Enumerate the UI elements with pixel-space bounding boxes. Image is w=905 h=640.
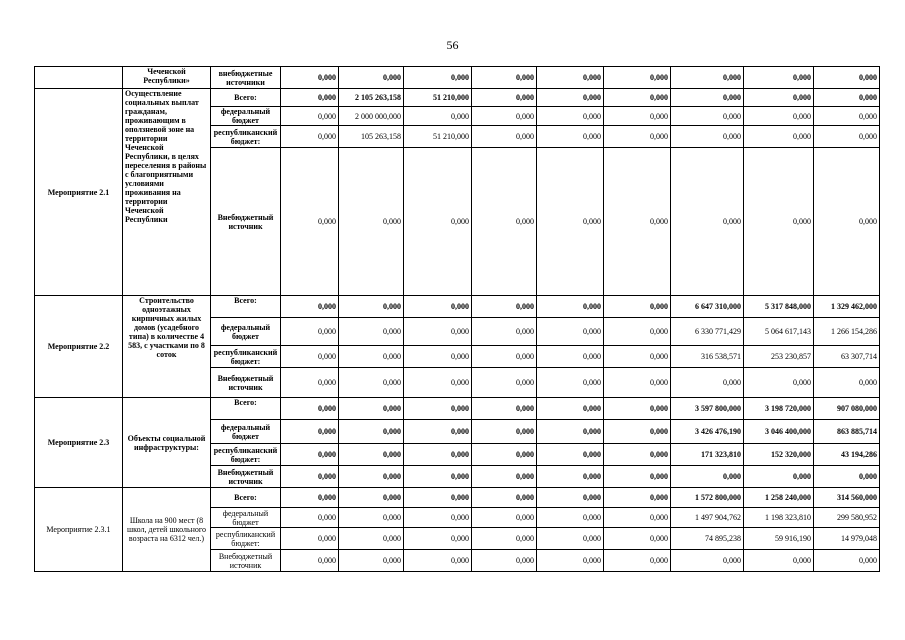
value-cell: 0,000 — [537, 89, 604, 107]
source-cell: Внебюджетный источник — [211, 466, 281, 488]
value-cell: 0,000 — [744, 126, 814, 148]
value-cell: 0,000 — [472, 444, 537, 466]
value-cell: 152 320,000 — [744, 444, 814, 466]
value-cell: 0,000 — [472, 398, 537, 420]
value-cell: 0,000 — [604, 420, 671, 444]
value-cell: 0,000 — [281, 466, 339, 488]
value-cell: 0,000 — [281, 444, 339, 466]
source-cell: республиканский бюджет: — [211, 126, 281, 148]
value-cell: 0,000 — [404, 296, 472, 318]
table-row — [35, 67, 880, 89]
value-cell: 907 080,000 — [814, 398, 880, 420]
description-cell: Чеченской Республики» — [123, 67, 211, 89]
value-cell: 0,000 — [537, 508, 604, 528]
value-cell: 0,000 — [604, 296, 671, 318]
value-cell: 0,000 — [339, 318, 404, 346]
value-cell: 0,000 — [537, 420, 604, 444]
value-cell: 63 307,714 — [814, 346, 880, 368]
value-cell: 0,000 — [339, 346, 404, 368]
value-cell: 0,000 — [604, 318, 671, 346]
value-cell: 0,000 — [339, 444, 404, 466]
value-cell: 0,000 — [537, 550, 604, 572]
value-cell: 3 597 800,000 — [671, 398, 744, 420]
value-cell: 0,000 — [339, 550, 404, 572]
value-cell: 0,000 — [404, 67, 472, 89]
source-cell: Всего: — [211, 488, 281, 508]
value-cell: 0,000 — [281, 508, 339, 528]
source-cell: Внебюджетный источник — [211, 368, 281, 398]
value-cell: 0,000 — [404, 488, 472, 508]
value-cell: 0,000 — [472, 466, 537, 488]
value-cell: 0,000 — [404, 107, 472, 126]
value-cell: 0,000 — [671, 368, 744, 398]
value-cell: 253 230,857 — [744, 346, 814, 368]
page-number: 56 — [446, 38, 459, 52]
value-cell: 0,000 — [604, 148, 671, 296]
value-cell: 0,000 — [671, 148, 744, 296]
value-cell: 0,000 — [537, 466, 604, 488]
value-cell: 1 258 240,000 — [744, 488, 814, 508]
value-cell: 0,000 — [472, 89, 537, 107]
value-cell: 0,000 — [339, 488, 404, 508]
value-cell: 171 323,810 — [671, 444, 744, 466]
value-cell: 0,000 — [537, 148, 604, 296]
value-cell: 0,000 — [339, 148, 404, 296]
value-cell: 0,000 — [604, 368, 671, 398]
description-cell: Объекты социальной инфраструктуры: — [123, 398, 211, 488]
value-cell: 0,000 — [537, 296, 604, 318]
value-cell: 0,000 — [814, 89, 880, 107]
event-cell: Мероприятие 2.3 — [35, 398, 123, 488]
value-cell: 2 000 000,000 — [339, 107, 404, 126]
value-cell: 0,000 — [339, 528, 404, 550]
source-cell: внебюджетные источники — [211, 67, 281, 89]
value-cell: 0,000 — [339, 466, 404, 488]
value-cell: 5 317 848,000 — [744, 296, 814, 318]
description-cell: Строительство одноэтажных кирпичных жилых домов (усадебного типа) в количестве 4 583, с участками по 8 соток — [123, 296, 211, 398]
source-cell: Всего: — [211, 89, 281, 107]
value-cell: 0,000 — [814, 466, 880, 488]
value-cell: 6 330 771,429 — [671, 318, 744, 346]
value-cell: 59 916,190 — [744, 528, 814, 550]
value-cell: 43 194,286 — [814, 444, 880, 466]
value-cell: 0,000 — [604, 528, 671, 550]
value-cell: 0,000 — [472, 420, 537, 444]
value-cell: 0,000 — [472, 488, 537, 508]
value-cell: 0,000 — [404, 466, 472, 488]
budget-table — [34, 66, 880, 572]
description-cell: Осуществление социальных выплат гражданам, проживающим в оползневой зоне на территории Чеченской Республики, в целях переселения в районы с благоприятными условиями проживания на территории Чеченской Республики — [123, 89, 211, 296]
value-cell: 316 538,571 — [671, 346, 744, 368]
value-cell: 0,000 — [744, 148, 814, 296]
value-cell: 0,000 — [472, 508, 537, 528]
value-cell: 0,000 — [744, 89, 814, 107]
value-cell: 0,000 — [339, 296, 404, 318]
value-cell: 0,000 — [604, 466, 671, 488]
event-cell: Мероприятие 2.3.1 — [35, 488, 123, 572]
value-cell: 863 885,714 — [814, 420, 880, 444]
value-cell: 0,000 — [472, 550, 537, 572]
value-cell: 0,000 — [281, 67, 339, 89]
value-cell: 0,000 — [281, 318, 339, 346]
value-cell: 0,000 — [671, 107, 744, 126]
value-cell: 0,000 — [404, 318, 472, 346]
value-cell: 0,000 — [281, 296, 339, 318]
value-cell: 0,000 — [404, 398, 472, 420]
source-cell: федеральный бюджет — [211, 508, 281, 528]
value-cell: 0,000 — [472, 296, 537, 318]
value-cell: 1 266 154,286 — [814, 318, 880, 346]
value-cell: 0,000 — [281, 368, 339, 398]
value-cell: 105 263,158 — [339, 126, 404, 148]
value-cell: 3 046 400,000 — [744, 420, 814, 444]
value-cell: 0,000 — [472, 107, 537, 126]
table-row — [35, 398, 880, 420]
value-cell: 0,000 — [281, 420, 339, 444]
value-cell: 0,000 — [281, 528, 339, 550]
value-cell: 0,000 — [604, 107, 671, 126]
value-cell: 1 572 800,000 — [671, 488, 744, 508]
value-cell: 0,000 — [604, 550, 671, 572]
value-cell: 51 210,000 — [404, 126, 472, 148]
value-cell: 0,000 — [537, 528, 604, 550]
value-cell: 5 064 617,143 — [744, 318, 814, 346]
value-cell: 2 105 263,158 — [339, 89, 404, 107]
source-cell: федеральный бюджет — [211, 420, 281, 444]
value-cell: 0,000 — [814, 107, 880, 126]
value-cell: 299 580,952 — [814, 508, 880, 528]
value-cell: 1 198 323,810 — [744, 508, 814, 528]
value-cell: 0,000 — [744, 466, 814, 488]
value-cell: 6 647 310,000 — [671, 296, 744, 318]
table-row — [35, 296, 880, 318]
source-cell: республиканский бюджет: — [211, 346, 281, 368]
event-cell-empty — [35, 67, 123, 89]
value-cell: 0,000 — [814, 126, 880, 148]
value-cell: 0,000 — [404, 368, 472, 398]
value-cell: 0,000 — [671, 126, 744, 148]
value-cell: 0,000 — [404, 444, 472, 466]
event-cell: Мероприятие 2.2 — [35, 296, 123, 398]
value-cell: 0,000 — [744, 67, 814, 89]
value-cell: 0,000 — [281, 488, 339, 508]
value-cell: 3 426 476,190 — [671, 420, 744, 444]
value-cell: 0,000 — [604, 488, 671, 508]
value-cell: 0,000 — [537, 126, 604, 148]
source-cell: Всего: — [211, 398, 281, 420]
value-cell: 0,000 — [814, 67, 880, 89]
value-cell: 0,000 — [281, 346, 339, 368]
value-cell: 0,000 — [537, 67, 604, 89]
value-cell: 0,000 — [472, 528, 537, 550]
value-cell: 0,000 — [537, 444, 604, 466]
value-cell: 0,000 — [604, 444, 671, 466]
source-cell: Всего: — [211, 296, 281, 318]
source-cell: республиканский бюджет: — [211, 444, 281, 466]
value-cell: 0,000 — [339, 398, 404, 420]
value-cell: 1 329 462,000 — [814, 296, 880, 318]
value-cell: 0,000 — [744, 550, 814, 572]
value-cell: 0,000 — [814, 148, 880, 296]
value-cell: 0,000 — [537, 107, 604, 126]
value-cell: 0,000 — [744, 107, 814, 126]
value-cell: 14 979,048 — [814, 528, 880, 550]
value-cell: 3 198 720,000 — [744, 398, 814, 420]
value-cell: 51 210,000 — [404, 89, 472, 107]
value-cell: 0,000 — [281, 148, 339, 296]
value-cell: 0,000 — [404, 148, 472, 296]
value-cell: 0,000 — [537, 398, 604, 420]
value-cell: 74 895,238 — [671, 528, 744, 550]
value-cell: 0,000 — [281, 107, 339, 126]
value-cell: 0,000 — [404, 508, 472, 528]
source-cell: Внебюджетный источник — [211, 550, 281, 572]
value-cell: 0,000 — [281, 550, 339, 572]
value-cell: 0,000 — [604, 126, 671, 148]
value-cell: 0,000 — [404, 550, 472, 572]
value-cell: 1 497 904,762 — [671, 508, 744, 528]
value-cell: 0,000 — [472, 126, 537, 148]
value-cell: 0,000 — [814, 550, 880, 572]
value-cell: 0,000 — [671, 67, 744, 89]
source-cell: федеральный бюджет — [211, 318, 281, 346]
value-cell: 0,000 — [604, 89, 671, 107]
value-cell: 314 560,000 — [814, 488, 880, 508]
value-cell: 0,000 — [671, 89, 744, 107]
value-cell: 0,000 — [671, 466, 744, 488]
value-cell: 0,000 — [744, 368, 814, 398]
value-cell: 0,000 — [472, 346, 537, 368]
value-cell: 0,000 — [814, 368, 880, 398]
value-cell: 0,000 — [472, 148, 537, 296]
value-cell: 0,000 — [339, 368, 404, 398]
value-cell: 0,000 — [472, 67, 537, 89]
description-cell: Школа на 900 мест (8 школ, детей школьного возраста на 6312 чел.) — [123, 488, 211, 572]
value-cell: 0,000 — [537, 488, 604, 508]
value-cell: 0,000 — [281, 398, 339, 420]
value-cell: 0,000 — [671, 550, 744, 572]
value-cell: 0,000 — [604, 346, 671, 368]
value-cell: 0,000 — [537, 318, 604, 346]
value-cell: 0,000 — [604, 508, 671, 528]
source-cell: Внебюджетный источник — [211, 148, 281, 296]
event-cell: Мероприятие 2.1 — [35, 89, 123, 296]
value-cell: 0,000 — [339, 508, 404, 528]
value-cell: 0,000 — [604, 67, 671, 89]
table-body — [35, 67, 880, 572]
value-cell: 0,000 — [604, 398, 671, 420]
value-cell: 0,000 — [404, 420, 472, 444]
source-cell: федеральный бюджет — [211, 107, 281, 126]
value-cell: 0,000 — [537, 346, 604, 368]
table-row — [35, 488, 880, 508]
value-cell: 0,000 — [404, 346, 472, 368]
table-row — [35, 89, 880, 107]
value-cell: 0,000 — [281, 126, 339, 148]
source-cell: республиканский бюджет: — [211, 528, 281, 550]
value-cell: 0,000 — [537, 368, 604, 398]
value-cell: 0,000 — [472, 318, 537, 346]
value-cell: 0,000 — [339, 67, 404, 89]
value-cell: 0,000 — [404, 528, 472, 550]
value-cell: 0,000 — [339, 420, 404, 444]
value-cell: 0,000 — [472, 368, 537, 398]
value-cell: 0,000 — [281, 89, 339, 107]
